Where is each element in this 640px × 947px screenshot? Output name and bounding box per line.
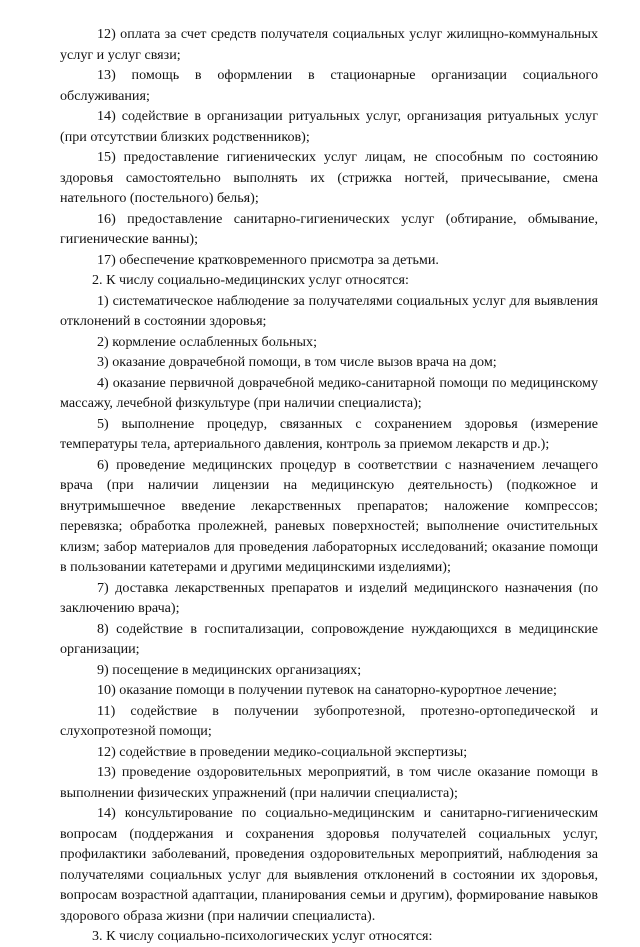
section-heading-medical: 2. К числу социально-медицинских услуг относятся:	[92, 272, 409, 288]
list-item-social-16: 16) предоставление санитарно-гигиенических услуг (обтирание, обмывание, гигиенические ванны);	[60, 210, 598, 247]
list-item-medical-11: 11) содействие в получении зубопротезной, протезно-ортопедической и слухопротезной помощи;	[60, 702, 598, 739]
list-item-social-17: 17) обеспечение кратковременного присмотра за детьми.	[97, 251, 439, 268]
list-item-medical-9: 9) посещение в медицинских организациях;	[97, 661, 362, 678]
list-item-medical-3: 3) оказание доврачебной помощи, в том числе вызов врача на дом;	[97, 354, 497, 370]
list-item-medical-14: 14) консультирование по социально-медицинским и санитарно-гигиеническим вопросам (поддержания и сохранения здоровья получателей социальных услуг, профилактики заболеваний, проведения оздоровительных мероприятий, наблюдения за получателями социальных услуг для выявления отклонений в состоянии их здоровья, вопросам возрастной адаптации, планирования семьи и другим), формирование навыков здорового образа жизни (при наличии специалиста).	[60, 805, 598, 924]
list-item-medical-7: 7) доставка лекарственных препаратов и изделий медицинского назначения (по заключению врача);	[60, 579, 598, 616]
list-item-medical-12: 12) содействие в проведении медико-социальной экспертизы;	[97, 743, 468, 760]
list-item-social-14: 14) содействие в организации ритуальных услуг, организация ритуальных услуг (при отсутствии близких родственников);	[60, 108, 598, 145]
section-heading-psychological: 3. К числу социально-психологических услуг относятся:	[92, 928, 433, 944]
list-item-social-12: 12) оплата за счет средств получателя социальных услуг жилищно-коммунальных услуг и услуг связи;	[60, 26, 598, 63]
document-body	[60, 24, 598, 947]
list-item-medical-6: 6) проведение медицинских процедур в соответствии с назначением лечащего врача (при наличии лицензии на медицинскую деятельность) (подкожное и внутримышечное введение лекарственных препаратов; наложение компрессов; перевязка; обработка пролежней, раневых поверхностей; выполнение очистительных клизм; забор материалов для проведения лабораторных исследований; оказание помощи в пользовании катетерами и другими медицинскими изделиями);	[60, 456, 598, 575]
list-item-medical-10: 10) оказание помощи в получении путевок на санаторно-курортное лечение;	[97, 682, 557, 698]
list-item-medical-5: 5) выполнение процедур, связанных с сохранением здоровья (измерение температуры тела, артериального давления, контроль за приемом лекарств и др.);	[60, 415, 598, 452]
list-item-social-15: 15) предоставление гигиенических услуг лицам, не способным по состоянию здоровья самостоятельно выполнять их (стрижка ногтей, причесывание, смена нательного (постельного) белья);	[60, 149, 598, 206]
list-item-medical-1: 1) систематическое наблюдение за получателями социальных услуг для выявления отклонений в состоянии здоровья;	[60, 292, 598, 329]
list-item-medical-13: 13) проведение оздоровительных мероприятий, в том числе оказание помощи в выполнении физических упражнений (при наличии специалиста);	[60, 764, 598, 801]
list-item-medical-8: 8) содействие в госпитализации, сопровождение нуждающихся в медицинские организации;	[60, 620, 598, 657]
list-item-medical-4: 4) оказание первичной доврачебной медико-санитарной помощи по медицинскому массажу, лечебной физкультуре (при наличии специалиста);	[60, 374, 598, 411]
list-item-medical-2: 2) кормление ослабленных больных;	[97, 333, 317, 350]
list-item-social-13: 13) помощь в оформлении в стационарные организации социального обслуживания;	[60, 67, 598, 104]
